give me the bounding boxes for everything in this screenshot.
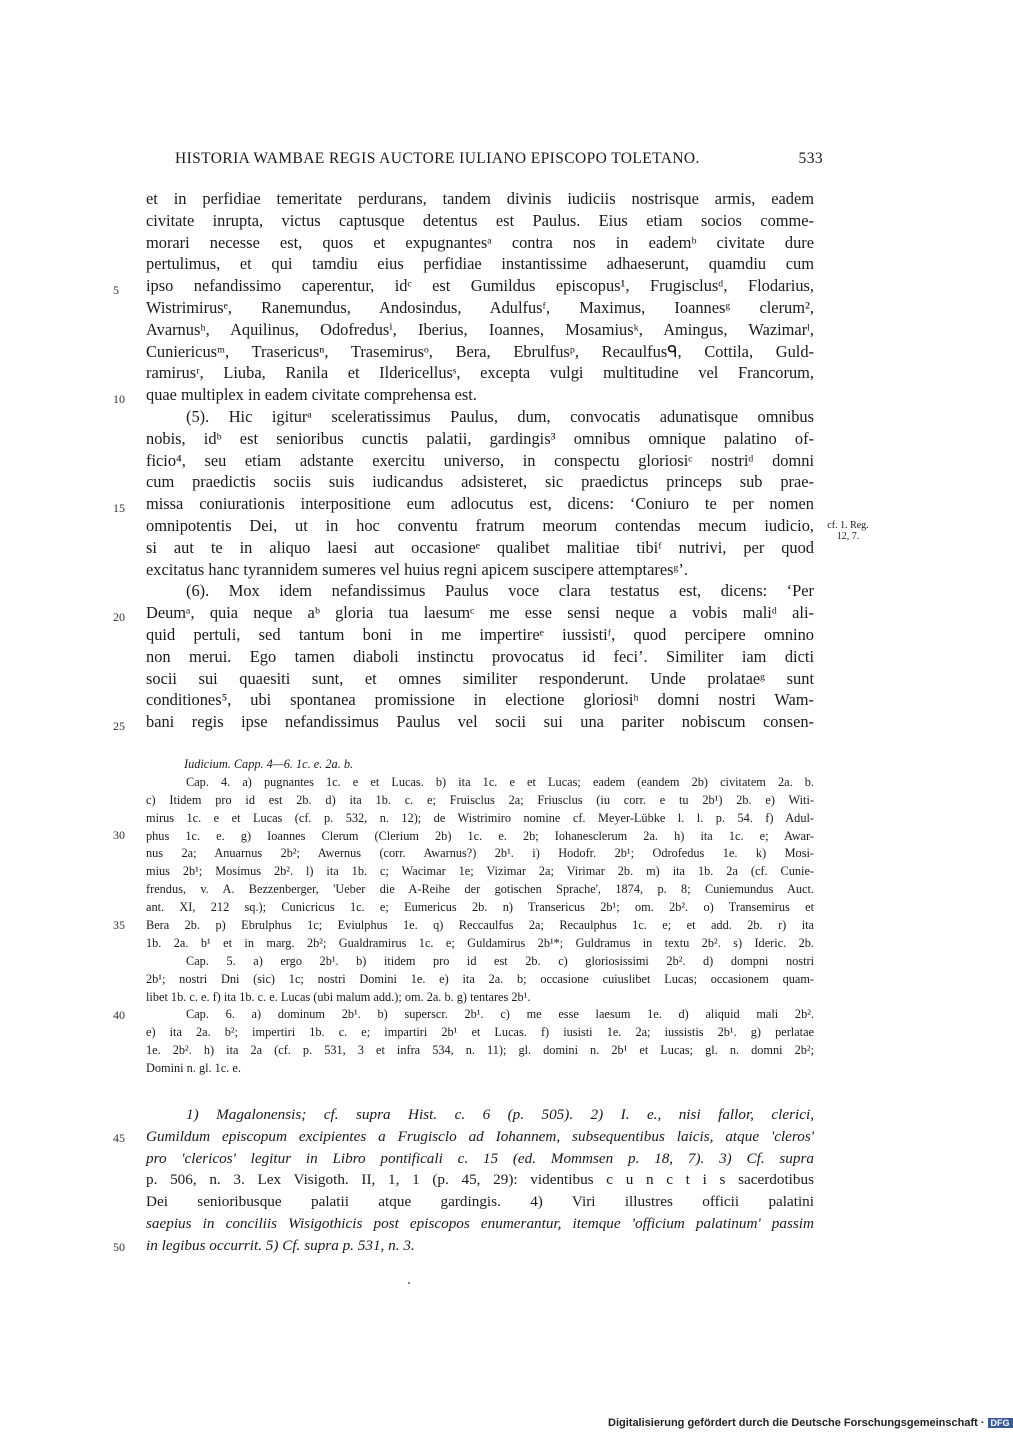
- apparatus-line: Cap. 4. a) pugnantes 1c. e et Lucas. b) ita 1c. e et Lucas; eadem (eandem 2b) civitatem 2a. b.: [186, 774, 814, 789]
- text-line: ipso nefandissimo caperentur, idᶜ est Gumildus episcopus¹, Frugisclusᵈ, Flodarius,: [146, 276, 814, 296]
- text-line: morari necesse est, quos et expugnantesᵃ contra nos in eademᵇ civitate dure: [146, 232, 814, 252]
- digitization-footer: [608, 1417, 1013, 1429]
- line-number: 15: [113, 501, 125, 515]
- footnotes: [146, 1104, 814, 1257]
- line-number: 45: [113, 1131, 125, 1145]
- text-line: quae multiplex in eadem civitate comprehensa est.: [146, 385, 477, 405]
- text-line: conditiones⁵, ubi spontanea promissione in electione gloriosiʰ domni nostri Wam-: [146, 690, 814, 710]
- apparatus-line: frendus, v. A. Bezzenberger, 'Ueber die A-Reihe der gotischen Sprache', 1874, p. 8; Cuniemundus Auct.: [146, 882, 814, 897]
- margin-reference-line: 12, 7.: [836, 531, 860, 542]
- text-line: Cuniericusᵐ, Trasericusⁿ, Trasemirusᵒ, Bera, Ebrulfusᵖ, Recaulfusᑫ, Cottila, Guld-: [146, 341, 814, 361]
- text-line: omnipotentis Dei, ut in hoc conventu fratrum meorum contendas mecum iudicio,: [146, 515, 814, 535]
- text-line: bani regis ipse nefandissimus Paulus vel socii sui una pariter nobiscum consen-: [146, 712, 814, 732]
- text-line: non merui. Ego tamen diaboli instinctu provocatus id feci’. Similiter iam dicti: [146, 646, 814, 666]
- text-line: quid pertuli, sed tantum boni in me impertireᵉ iussistiᶠ, quod percipere omnino: [146, 624, 814, 644]
- text-line: excitatus hanc tyrannidem sumeres vel huius regni apicem suscipere attemptaresᵍ’.: [146, 559, 688, 579]
- margin-reference: [818, 520, 878, 542]
- text-line: cum praedictis sociis suis iudicandus adsisteret, sic praedictus princeps sub prae-: [146, 472, 814, 492]
- apparatus-line: libet 1b. c. e. f) ita 1b. c. e. Lucas (ubi malum add.); om. 2a. b. g) tentares 2b¹.: [146, 989, 531, 1004]
- line-number: 25: [113, 719, 125, 733]
- text-line: (5). Hic igiturᵃ sceleratissimus Paulus, dum, convocatis adunatisque omnibus: [186, 406, 814, 426]
- text-line: missa coniurationis interpositione eum adlocutus est, dicens: ‘Coniuro te per nomen: [146, 494, 814, 514]
- apparatus-line: 1e. 2b². h) ita 2a (cf. p. 531, 3 et infra 534, n. 11); gl. domini n. 2b¹ et Lucas; gl. n. domni 2b²;: [146, 1043, 814, 1058]
- line-number: 5: [113, 283, 119, 297]
- footnote-line: in legibus occurrit. 5) Cf. supra p. 531, n. 3.: [146, 1236, 415, 1254]
- text-line: si aut te in aliquo laesi aut occasioneᵉ qualibet malitiae tibiᶠ nutrivi, per quod: [146, 537, 814, 557]
- page-number: 533: [798, 150, 823, 167]
- footnote-line: Gumildum episcopum excipientes a Frugisclo ad Iohannem, subsequentibus laicis, atque 'cleros': [146, 1127, 814, 1145]
- apparatus-line: Bera 2b. p) Ebrulphus 1c; Eviulphus 1e. q) Reccaulfus 2a; Recaulphus 1c. e; et add. 2b. r) ita: [146, 918, 814, 933]
- line-number: 35: [113, 918, 125, 932]
- line-number: 30: [113, 828, 125, 842]
- critical-apparatus: [146, 756, 814, 1078]
- apparatus-line: mius 2b¹; Mosimus 2b². l) ita 1b. c; Wacimar 1e; Vizimar 2a; Virimar 2b. m) ita 1b. 2a (cf. Cunie-: [146, 864, 814, 879]
- apparatus-line: phus 1c. e. g) Ioannes Clerum (Clerium 2b) 1c. e. 2b; Iohanesclerum 2a. h) ita 1c. e; Awar-: [146, 828, 814, 843]
- text-line: Wistrimirusᵉ, Ranemundus, Andosindus, Adulfusᶠ, Maximus, Ioannesᵍ clerum²,: [146, 297, 814, 317]
- apparatus-line: nus 2a; Anuarnus 2b²; Awernus (corr. Awarnus?) 2b¹. i) Hodofr. 2b¹; Odrofedus 1e. k) Mosi-: [146, 846, 814, 861]
- line-number: 10: [113, 392, 125, 406]
- apparatus-line: Domini n. gl. 1c. e.: [146, 1061, 241, 1076]
- footnote-line: p. 506, n. 3. Lex Visigoth. II, 1, 1 (p. 45, 29): videntibus c u n c t i s sacerdotibus: [146, 1171, 814, 1189]
- text-line: Avarnusʰ, Aquilinus, Odofredusⁱ, Iberius, Ioannes, Mosamiusᵏ, Amingus, Wazimarˡ,: [146, 319, 814, 339]
- line-number: 20: [113, 610, 125, 624]
- main-text: [146, 188, 814, 733]
- apparatus-line: mirus 1c. e et Lucas (cf. p. 532, n. 12); de Wistrimiro nomine cf. Meyer-Lübke l. l. p. 54. f) Adul-: [146, 810, 814, 825]
- apparatus-line: c) Itidem pro id est 2b. d) ita 1b. c. e; Fruisclus 2a; Friusclus (iu corr. e tu 2b¹) 2b. e) Witi-: [146, 792, 814, 807]
- footnote-line: saepius in conciliis Wisigothicis post episcopos enumerantur, itemque 'officium palatinum' passim: [146, 1214, 814, 1232]
- footer-text: Digitalisierung gefördert durch die Deutsche Forschungsgemeinschaft ·: [608, 1417, 985, 1429]
- apparatus-line: Iudicium. Capp. 4—6. 1c. e. 2a. b.: [184, 757, 354, 771]
- text-line: (6). Mox idem nefandissimus Paulus voce clara testatus est, dicens: ‘Per: [186, 581, 814, 601]
- text-line: Deumᵃ, quia neque aᵇ gloria tua laesumᶜ me esse sensi neque a vobis maliᵈ ali-: [146, 603, 814, 623]
- text-line: pertulimus, et qui tamdiu eius perfidiae instantissime adhaeserunt, quamdiu cum: [146, 254, 814, 274]
- text-line: et in perfidiae temeritate perdurans, tandem divinis iudiciis nostrisque armis, eadem: [146, 189, 814, 208]
- page-mark: [408, 1282, 410, 1284]
- dfg-logo: DFG: [988, 1418, 1013, 1428]
- text-line: ramirusʳ, Liuba, Ranila et Ildericellusˢ, excepta vulgi multitudine vel Francorum,: [146, 363, 814, 383]
- apparatus-line: Cap. 6. a) dominum 2b¹. b) superscr. 2b¹. c) me esse laesum 1e. d) aliquid mali 2b².: [186, 1007, 814, 1022]
- text-line: civitate inrupta, victus captusque detentus est Paulus. Eius etiam socios comme-: [146, 210, 814, 230]
- apparatus-line: ant. XI, 212 sq.); Cunicricus 1c. e; Eumericus 2b. n) Transericus 2b¹; om. 2b². o) Transemirus et: [146, 900, 814, 915]
- footnote-line: 1) Magalonensis; cf. supra Hist. c. 6 (p. 505). 2) I. e., nisi fallor, clerici,: [186, 1106, 814, 1123]
- apparatus-line: 2b¹; nostri Dni (sic) 1c; nostri Domini 1e. e) ita 2a. b; occasione cuiuslibet Lucas; occasionem quam-: [146, 971, 814, 986]
- text-line: socii sui quaesiti sunt, et omnes similiter responderunt. Unde prolataeᵍ sunt: [146, 668, 814, 688]
- running-title: HISTORIA WAMBAE REGIS AUCTORE IULIANO EPISCOPO TOLETANO.: [175, 150, 700, 167]
- line-number: 40: [113, 1008, 125, 1022]
- apparatus-line: e) ita 2a. b²; impertiri 1b. c. e; impartiri 2b¹ et Lucas. f) iusisti 1e. 2a; iussistis 2b¹. g) perlatae: [146, 1025, 814, 1040]
- apparatus-line: Cap. 5. a) ergo 2b¹. b) itidem pro id est 2b. c) gloriosissimi 2b². d) dompni nostri: [186, 953, 814, 968]
- apparatus-line: 1b. 2a. b¹ et in marg. 2b²; Gualdramirus 1c. e; Guldamirus 2b¹*; Guldramus in textu 2b². s) Ideric. 2b.: [146, 935, 814, 950]
- line-number: 50: [113, 1240, 125, 1254]
- footnote-line: pro 'clericos' legitur in Libro pontificali c. 15 (ed. Mommsen p. 18, 7). 3) Cf. supra: [146, 1149, 814, 1167]
- text-line: nobis, idᵇ est senioribus cunctis palatii, gardingis³ omnibus omnique palatino of-: [146, 428, 814, 448]
- margin-reference-line: cf. 1. Reg.: [827, 520, 869, 531]
- footnote-line: Dei senioribusque palatii atque gardingis. 4) Viri illustres officii palatini: [146, 1193, 814, 1211]
- text-line: ficio⁴, seu etiam adstante exercitu universo, in conspectu gloriosiᶜ nostriᵈ domni: [146, 450, 814, 470]
